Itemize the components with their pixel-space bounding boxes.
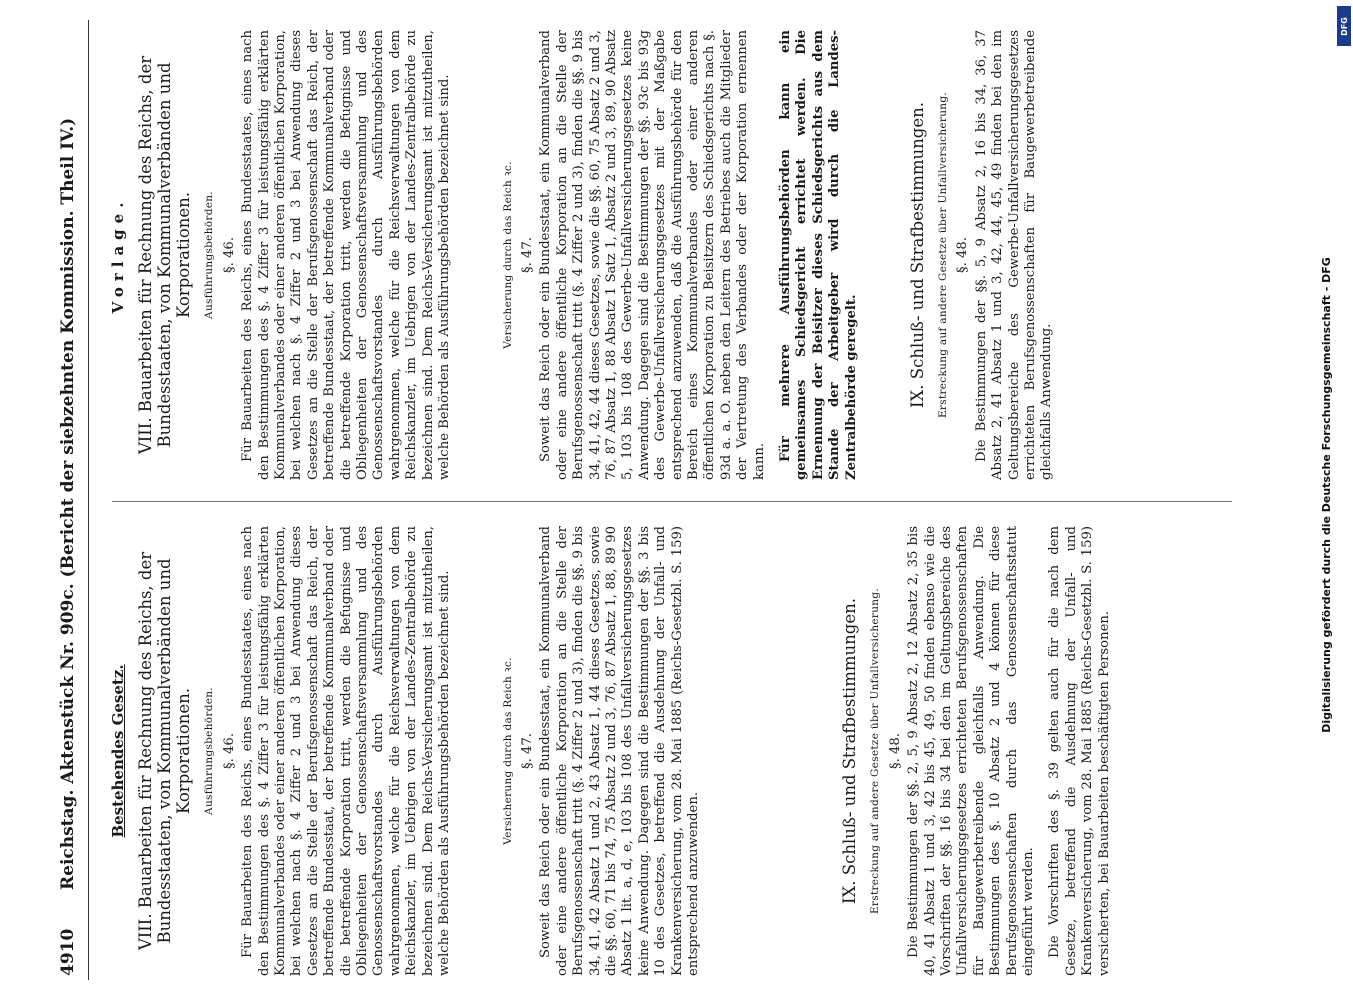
left-section-viii-title: VIII. Bauarbeiten für Rechnung des Reichs, der Bundesstaaten, von Kommunalverbänden und Korporationen. — [136, 551, 194, 951]
digitization-note — [1310, 10, 1350, 990]
page-header — [52, 20, 92, 980]
right-para-46: §. 46. — [221, 237, 237, 273]
left-text-46: Für Bauarbeiten des Reichs, eines Bundesstaates, eines nach den Bestimmungen des §. 4 Ziffer 3 für leistungsfähig erklärten Kommunalverbandes oder einer anderen öffentlichen Korporation, bei welchen nach §. 4 Ziffer 2 und 3 bei Anwendung dieses Gesetzes an die Stelle der Berufsgenossenschaft das Reich, der betreffende Bundesstaat, der betreffende Kommunalverband oder die betreffende Korporation tritt, werden die Befugnisse und Obliegenheiten der Genossenschaftsversammlung und des Genossenschaftsvorstandes durch Ausführungsbehörden wahrgenommen, welche für die Reichsverwaltungen von dem Reichskanzler, im Uebrigen von der Landes-Zentralbehörde zu bezeichnen sind. Dem Reichs-Versicherungsamt ist mitzutheilen, welche Behörden als Ausführungsbehörden bezeichnet sind. — [240, 526, 453, 976]
left-sub-erstreckung: Erstreckung auf andere Gesetze über Unfallversicherung. — [869, 587, 882, 915]
right-section-viii-title: VIII. Bauarbeiten für Rechnung des Reichs, der Bundesstaaten, von Kommunalverbänden und Korporationen. — [136, 55, 194, 455]
rotated-page-content — [52, 20, 1302, 980]
right-text-47b: Für mehrere Ausführungsbehörden kann ein gemeinsames Schiedsgericht errichtet werden. Die Ernennung der Beisitzer dieses Schiedsgerichts aus dem Stande der Arbeitgeber wird durch die Landes-Zentralbehörde geregelt. — [778, 30, 859, 480]
right-sub-ausfuehrung: Ausführungsbehörden. — [203, 191, 216, 319]
left-sub-ausfuehrung: Ausführungsbehörden. — [203, 687, 216, 815]
right-sub-erstreckung: Erstreckung auf andere Gesetze über Unfallversicherung. — [937, 91, 950, 419]
right-text-47: Soweit das Reich oder ein Bundesstaat, ein Kommunalverband oder eine andere öffentliche Korporation an die Stelle der Berufsgenossenschaft tritt (§. 4 Ziffer 2 und 3), finden die §§. 9 bis 34, 41, 42, 44 dieses Gesetzes, sowie die §§. 60, 75 Absatz 2 und 3, 76, 87 Absatz 1, 88 Absatz 1 Satz 1, Absatz 2 und 3, 89, 90 Absatz 5, 103 bis 108 des Gewerbe-Unfallversicherungsgesetzes keine Anwendung. Dagegen sind die Bestimmungen der §§. 93c bis 93g des Gewerbe-Unfallversicherungsgesetzes mit der Maßgabe entsprechend anzuwenden, daß die Ausführungsbehörde für den Bereich eines Kommunalverbandes oder einer anderen öffentlichen Korporation zu Beisitzern des Schiedsgerichts nach §. 93d a. a. O. neben den Leitern des Betriebes auch die Mitglieder der Vertretung des Verbandes oder der Korporation ernennen kann. — [538, 30, 767, 480]
right-column-heading: Vorlage. — [109, 196, 127, 314]
right-para-47: §. 47. — [519, 237, 535, 273]
right-column — [104, 30, 1284, 480]
right-section-ix-title: IX. Schluß- und Strafbestimmungen. — [908, 102, 928, 408]
column-divider — [112, 501, 1232, 502]
header-rule — [88, 20, 89, 980]
page-number: 4910 — [58, 928, 78, 976]
left-text-48b: Die Vorschriften des §. 39 gelten auch für die nach dem Gesetze, betreffend die Ausdehnung der Unfall- und Krankenversicherung, vom 28. Mai 1885 (Reichs-Gesetzbl. S. 159) versicherten, bei Bauarbeiten beschäftigten Personen. — [1047, 526, 1112, 976]
left-column-heading: Bestehendes Gesetz. — [109, 664, 127, 838]
right-sub-versicherung: Versicherung durch das Reich ꝛc. — [501, 161, 514, 349]
left-text-47: Soweit das Reich oder ein Bundesstaat, ein Kommunalverband oder eine andere öffentliche Korporation an die Stelle der Berufsgenossenschaft tritt (§. 4 Ziffer 2 und 3), finden die §§. 9 bis 34, 41, 42 Absatz 1 und 2, 43 Absatz 1, 44 dieses Gesetzes, sowie die §§. 60, 71 bis 74, 75 Absatz 2 und 3, 76, 87 Absatz 1, 88, 89 90 Absatz 1 lit. a, d, e, 103 bis 108 des Unfallversicherungsgesetzes keine Anwendung. Dagegen sind die Bestimmungen der §§. 3 bis 10 des Gesetzes, betreffend die Ausdehnung der Unfall- und Krankenversicherung, vom 28. Mai 1885 (Reichs-Gesetzbl. S. 159) entsprechend anzuwenden. — [538, 526, 701, 976]
page-title: Reichstag. Aktenstück Nr. 909c. (Bericht der siebzehnten Kommission. Theil IV.) — [58, 117, 78, 890]
left-para-47: §. 47. — [519, 733, 535, 769]
left-text-48: Die Bestimmungen der §§. 2, 5, 9 Absatz 2, 12 Absatz 2, 35 bis 40, 41 Absatz 1 und 3, 42 bis 45, 49, 50 finden ebenso wie die Vorschriften der §§. 16 bis 34 bei den im Geltungsbereiche des Unfallversicherungsgesetzes errichteten Berufsgenossenschaften für Baugewerbetreibende gleichfalls Anwendung. Die Bestimmungen des §. 10 Absatz 2 und 4 können für diese Berufsgenossenschaften durch das Genossenschaftsstatut eingeführt werden. — [906, 526, 1037, 976]
left-column — [104, 526, 1284, 976]
left-para-46: §. 46. — [221, 733, 237, 769]
right-text-46: Für Bauarbeiten des Reichs, eines Bundesstaates, eines nach den Bestimmungen des §. 4 Ziffer 3 für leistungsfähig erklärten Kommunalverbandes oder einer anderen öffentlichen Korporation, bei welchen nach §. 4 Ziffer 2 und 3 bei Anwendung dieses Gesetzes an die Stelle der Berufsgenossenschaft das Reich, der betreffende Bundesstaat, der betreffende Kommunalverband oder die betreffende Korporation tritt, werden die Befugnisse und Obliegenheiten der Genossenschaftsversammlung und des Genossenschaftsvorstandes durch Ausführungsbehörden wahrgenommen, welche für die Reichsverwaltungen von dem Reichskanzler, im Uebrigen von der Landes-Zentralbehörde zu bezeichnen sind. Dem Reichs-Versicherungsamt ist mitzutheilen, welche Behörden als Ausführungsbehörden bezeichnet sind. — [240, 30, 453, 480]
dfg-logo: DFG — [1337, 6, 1351, 46]
left-sub-versicherung: Versicherung durch das Reich ꝛc. — [501, 657, 514, 845]
right-text-48: Die Bestimmungen der §§. 5, 9 Absatz 2, 16 bis 34, 36, 37 Absatz 2, 41 Absatz 1 und 3, 42, 44, 45, 49 finden bei den im Geltungsbereiche des Gewerbe-Unfallversicherungsgesetzes errichteten Berufsgenossenschaften für Baugewerbetreibende gleichfalls Anwendung. — [973, 30, 1055, 480]
left-para-48: §. 48. — [887, 733, 903, 769]
right-para-48: §. 48. — [955, 237, 971, 273]
left-section-ix-title: IX. Schluß- und Strafbestimmungen. — [840, 598, 860, 904]
digitization-note-text: Digitalisierung gefördert durch die Deutsche Forschungsgemeinschaft - DFG — [1320, 257, 1333, 733]
